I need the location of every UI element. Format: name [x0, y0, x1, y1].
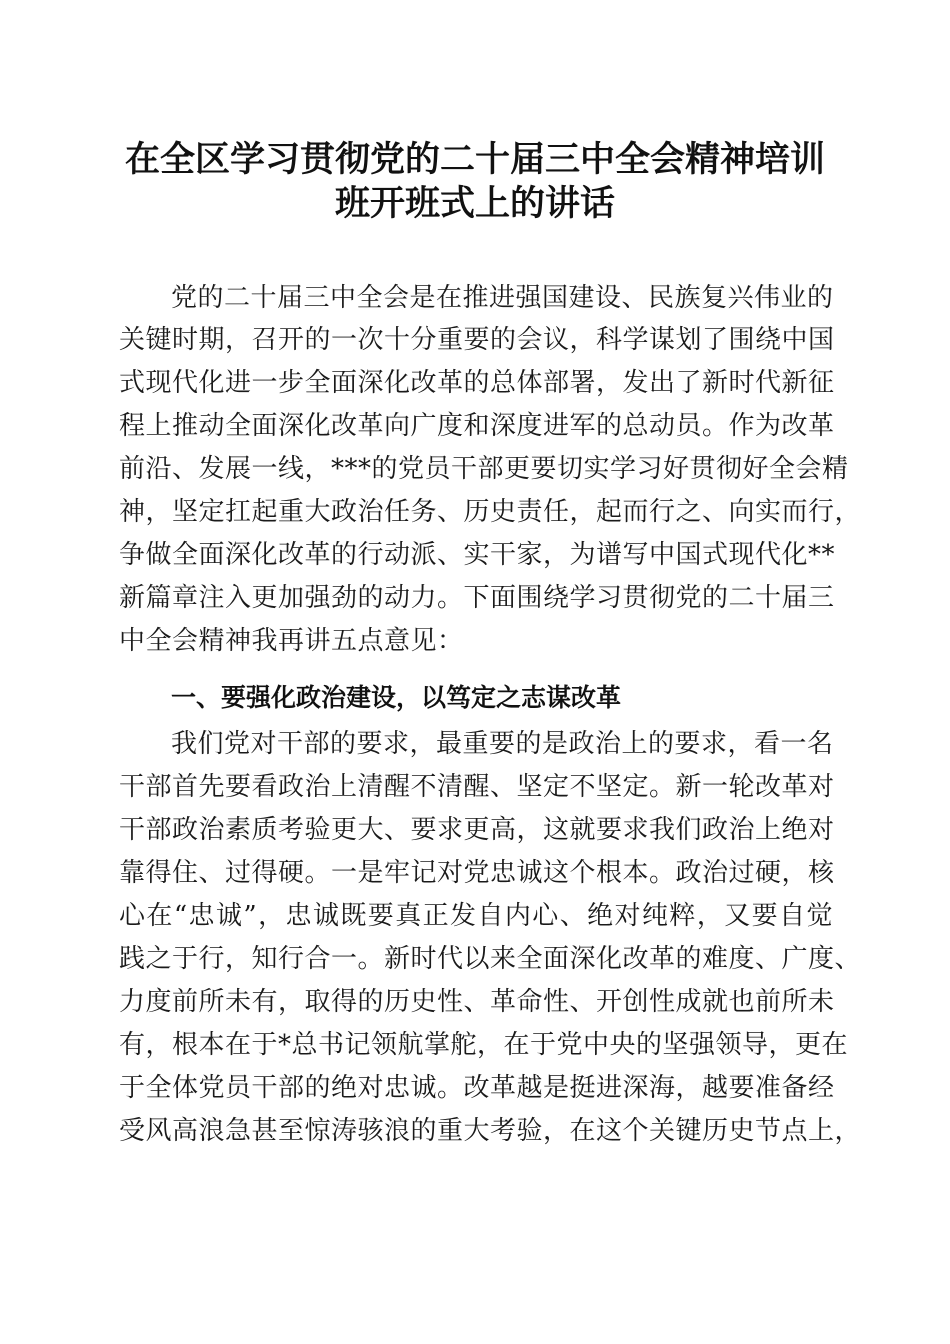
paragraph-2-line-6: 践之于行，知行合一。新时代以来全面深化改革的难度、广度、	[119, 944, 862, 974]
paragraph-1-line-9: 中全会精神我再讲五点意见：	[119, 626, 464, 656]
document-title-line-2: 班开班式上的讲话	[334, 183, 615, 224]
section-heading-1: 一、要强化政治建设，以笃定之志谋改革	[171, 683, 622, 712]
paragraph-1-line-3: 式现代化进一步全面深化改革的总体部署，发出了新时代新征	[119, 368, 835, 398]
document-title-line-1: 在全区学习贯彻党的二十届三中全会精神培训	[124, 139, 825, 180]
paragraph-2-line-7: 力度前所未有，取得的历史性、革命性、开创性成就也前所未	[119, 987, 835, 1017]
paragraph-2-line-3: 干部政治素质考验更大、要求更高，这就要求我们政治上绝对	[119, 815, 835, 845]
paragraph-2-line-5: 心在“忠诚”，忠诚既要真正发自内心、绝对纯粹，又要自觉	[119, 901, 833, 931]
paragraph-1-line-5: 前沿、发展一线，***的党员干部更要切实学习好贯彻好全会精	[119, 454, 849, 484]
paragraph-2-line-9: 于全体党员干部的绝对忠诚。改革越是挺进深海，越要准备经	[119, 1073, 835, 1103]
paragraph-2-line-10: 受风高浪急甚至惊涛骇浪的重大考验，在这个关键历史节点上，	[119, 1116, 862, 1146]
paragraph-1-line-1: 党的二十届三中全会是在推进强国建设、民族复兴伟业的	[171, 283, 834, 313]
paragraph-1-line-4: 程上推动全面深化改革向广度和深度进军的总动员。作为改革	[119, 411, 835, 441]
paragraph-1-line-6: 神，坚定扛起重大政治任务、历史责任，起而行之、向实而行，	[119, 497, 862, 527]
paragraph-2-line-1: 我们党对干部的要求，最重要的是政治上的要求，看一名	[171, 729, 834, 759]
paragraph-1-line-7: 争做全面深化改革的行动派、实干家，为谱写中国式现代化**	[119, 540, 836, 570]
paragraph-1-line-2: 关键时期，召开的一次十分重要的会议，科学谋划了围绕中国	[119, 325, 835, 355]
paragraph-2-line-2: 干部首先要看政治上清醒不清醒、坚定不坚定。新一轮改革对	[119, 772, 835, 802]
paragraph-2-line-4: 靠得住、过得硬。一是牢记对党忠诚这个根本。政治过硬，核	[119, 858, 835, 888]
paragraph-2-line-8: 有，根本在于*总书记领航掌舵，在于党中央的坚强领导，更在	[119, 1030, 849, 1060]
paragraph-1-line-8: 新篇章注入更加强劲的动力。下面围绕学习贯彻党的二十届三	[119, 583, 835, 613]
